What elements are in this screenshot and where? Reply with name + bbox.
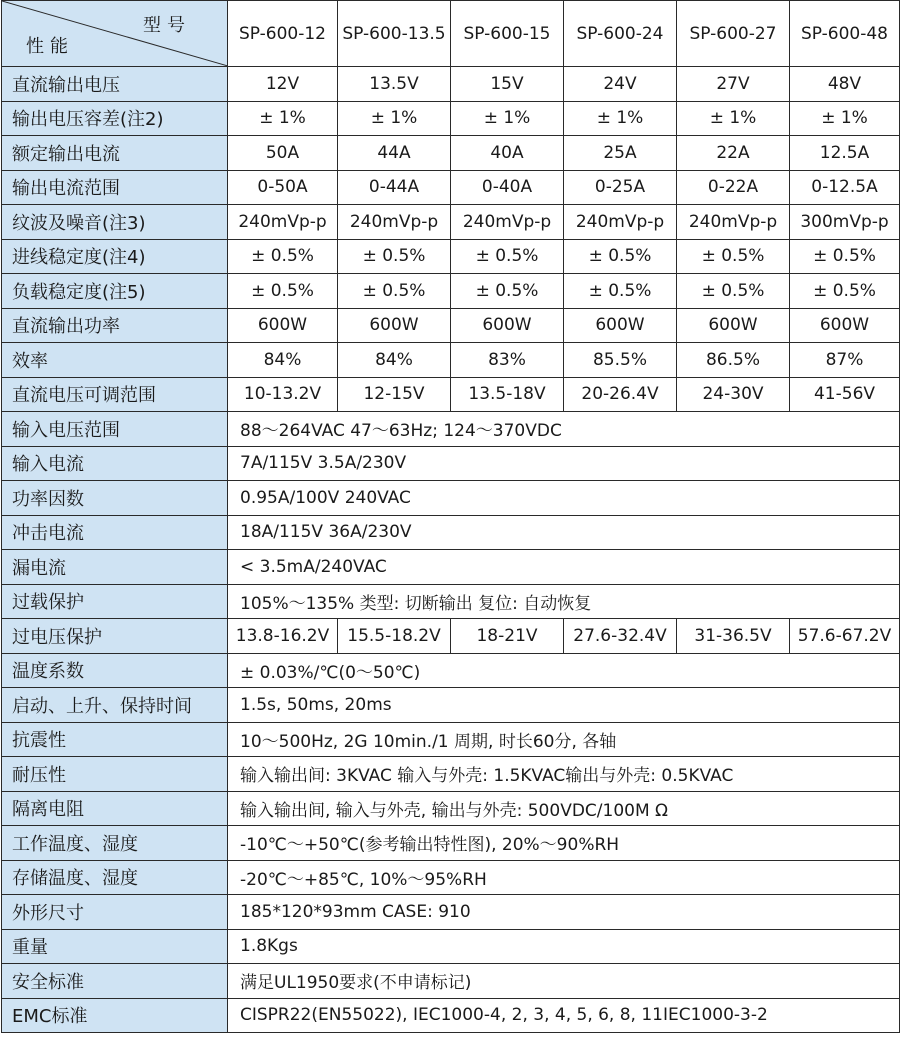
spec-value: 22A (677, 136, 790, 171)
spec-label: 效率 (2, 343, 228, 378)
spec-value: 600W (338, 308, 451, 343)
spec-value: ± 0.5% (338, 274, 451, 309)
spec-row (2, 205, 900, 240)
spec-label: 漏电流 (2, 550, 228, 585)
spec-label: 纹波及噪音(注3) (2, 205, 228, 240)
header-row (2, 1, 900, 67)
spec-value: 24-30V (677, 377, 790, 412)
spec-value: 31-36.5V (677, 619, 790, 654)
spec-value: ± 1% (564, 101, 677, 136)
spec-value: 18-21V (451, 619, 564, 654)
spec-label: 输出电压容差(注2) (2, 101, 228, 136)
spec-row (2, 757, 900, 792)
spec-value: 50A (228, 136, 338, 171)
spec-label: 外形尺寸 (2, 895, 228, 930)
spec-value-merged: -10℃～+50℃(参考输出特性图), 20%～90%RH (228, 826, 900, 861)
model-header: SP-600-15 (451, 1, 564, 67)
spec-value-merged: 0.95A/100V 240VAC (228, 481, 900, 516)
spec-value-merged: 满足UL1950要求(不申请标记) (228, 964, 900, 999)
model-header: SP-600-13.5 (338, 1, 451, 67)
spec-value: 600W (677, 308, 790, 343)
spec-label: 安全标准 (2, 964, 228, 999)
spec-value: 84% (228, 343, 338, 378)
spec-value: 13.8-16.2V (228, 619, 338, 654)
spec-value: 240mVp-p (228, 205, 338, 240)
spec-value: 0-40A (451, 170, 564, 205)
corner-header-cell (2, 1, 228, 67)
spec-value: ± 0.5% (790, 239, 900, 274)
spec-label: 存储温度、湿度 (2, 860, 228, 895)
spec-label: 启动、上升、保持时间 (2, 688, 228, 723)
spec-value: 87% (790, 343, 900, 378)
spec-value: 300mVp-p (790, 205, 900, 240)
spec-value-merged: 185*120*93mm CASE: 910 (228, 895, 900, 930)
spec-row (2, 860, 900, 895)
spec-value: 25A (564, 136, 677, 171)
spec-value: ± 1% (228, 101, 338, 136)
spec-value: 85.5% (564, 343, 677, 378)
spec-label: 输入电流 (2, 446, 228, 481)
spec-label: 直流电压可调范围 (2, 377, 228, 412)
spec-row (2, 308, 900, 343)
spec-value: 0-22A (677, 170, 790, 205)
spec-label: EMC标准 (2, 998, 228, 1033)
spec-row (2, 170, 900, 205)
spec-label: 温度系数 (2, 653, 228, 688)
spec-value-merged: < 3.5mA/240VAC (228, 550, 900, 585)
spec-value: ± 0.5% (228, 239, 338, 274)
spec-value-merged: 88～264VAC 47～63Hz; 124～370VDC (228, 412, 900, 447)
spec-label: 输出电流范围 (2, 170, 228, 205)
spec-value: ± 0.5% (790, 274, 900, 309)
spec-value: 0-12.5A (790, 170, 900, 205)
spec-value: ± 0.5% (451, 274, 564, 309)
spec-value: 240mVp-p (338, 205, 451, 240)
spec-row (2, 895, 900, 930)
spec-value: 600W (564, 308, 677, 343)
spec-value: 0-44A (338, 170, 451, 205)
spec-label: 工作温度、湿度 (2, 826, 228, 861)
spec-row (2, 412, 900, 447)
spec-value: 57.6-67.2V (790, 619, 900, 654)
spec-row (2, 101, 900, 136)
spec-label: 冲击电流 (2, 515, 228, 550)
spec-label: 额定输出电流 (2, 136, 228, 171)
spec-value: 12.5A (790, 136, 900, 171)
spec-value: 40A (451, 136, 564, 171)
performance-heading: 性能 (26, 36, 74, 57)
spec-row (2, 481, 900, 516)
spec-value: ± 1% (790, 101, 900, 136)
spec-value-merged: 1.5s, 50ms, 20ms (228, 688, 900, 723)
spec-value: 15.5-18.2V (338, 619, 451, 654)
spec-value-merged: -20℃～+85℃, 10%～95%RH (228, 860, 900, 895)
spec-value: ± 0.5% (228, 274, 338, 309)
spec-value-merged: 7A/115V 3.5A/230V (228, 446, 900, 481)
spec-value: ± 1% (451, 101, 564, 136)
spec-label: 过电压保护 (2, 619, 228, 654)
spec-value-merged: 18A/115V 36A/230V (228, 515, 900, 550)
spec-value: ± 0.5% (677, 274, 790, 309)
spec-value: ± 0.5% (451, 239, 564, 274)
spec-value: 27.6-32.4V (564, 619, 677, 654)
spec-label: 过载保护 (2, 584, 228, 619)
spec-row (2, 998, 900, 1033)
spec-row (2, 377, 900, 412)
spec-row (2, 826, 900, 861)
spec-value: 600W (790, 308, 900, 343)
spec-row (2, 619, 900, 654)
spec-value: ± 1% (677, 101, 790, 136)
spec-row (2, 343, 900, 378)
spec-value: 600W (451, 308, 564, 343)
spec-value: 0-50A (228, 170, 338, 205)
spec-value: 83% (451, 343, 564, 378)
spec-value: 84% (338, 343, 451, 378)
spec-value: 20-26.4V (564, 377, 677, 412)
model-header: SP-600-24 (564, 1, 677, 67)
spec-value: 240mVp-p (677, 205, 790, 240)
spec-row (2, 550, 900, 585)
spec-row (2, 136, 900, 171)
spec-value: ± 1% (338, 101, 451, 136)
spec-row (2, 929, 900, 964)
spec-row (2, 964, 900, 999)
spec-value: 24V (564, 67, 677, 102)
spec-value: 12V (228, 67, 338, 102)
model-header: SP-600-48 (790, 1, 900, 67)
spec-label: 输入电压范围 (2, 412, 228, 447)
spec-label: 直流输出电压 (2, 67, 228, 102)
spec-value: 12-15V (338, 377, 451, 412)
spec-row (2, 274, 900, 309)
spec-value: 10-13.2V (228, 377, 338, 412)
spec-label: 负载稳定度(注5) (2, 274, 228, 309)
spec-value-merged: ± 0.03%/℃(0～50℃) (228, 653, 900, 688)
spec-value: 41-56V (790, 377, 900, 412)
spec-row (2, 653, 900, 688)
spec-value-merged: 输入输出间, 输入与外壳, 输出与外壳: 500VDC/100M Ω (228, 791, 900, 826)
spec-value: ± 0.5% (677, 239, 790, 274)
spec-table (1, 0, 900, 1033)
model-heading: 型号 (143, 15, 191, 36)
spec-value-merged: CISPR22(EN55022), IEC1000-4, 2, 3, 4, 5, 6, 8, 11IEC1000-3-2 (228, 998, 900, 1033)
spec-label: 重量 (2, 929, 228, 964)
spec-label: 隔离电阻 (2, 791, 228, 826)
spec-value-merged: 输入输出间: 3KVAC 输入与外壳: 1.5KVAC输出与外壳: 0.5KVAC (228, 757, 900, 792)
spec-value: 48V (790, 67, 900, 102)
spec-row (2, 446, 900, 481)
spec-label: 耐压性 (2, 757, 228, 792)
spec-value: ± 0.5% (564, 274, 677, 309)
spec-value: 240mVp-p (564, 205, 677, 240)
spec-row (2, 239, 900, 274)
spec-value: ± 0.5% (564, 239, 677, 274)
spec-row (2, 67, 900, 102)
spec-value-merged: 1.8Kgs (228, 929, 900, 964)
spec-row (2, 584, 900, 619)
spec-row (2, 722, 900, 757)
spec-label: 进线稳定度(注4) (2, 239, 228, 274)
spec-value: 13.5V (338, 67, 451, 102)
spec-label: 功率因数 (2, 481, 228, 516)
spec-row (2, 515, 900, 550)
model-header: SP-600-12 (228, 1, 338, 67)
spec-value: 15V (451, 67, 564, 102)
spec-row (2, 791, 900, 826)
spec-value: 86.5% (677, 343, 790, 378)
spec-rows (2, 67, 900, 1033)
model-header: SP-600-27 (677, 1, 790, 67)
spec-label: 抗震性 (2, 722, 228, 757)
spec-value: 44A (338, 136, 451, 171)
spec-value: 240mVp-p (451, 205, 564, 240)
spec-value: 600W (228, 308, 338, 343)
spec-value: ± 0.5% (338, 239, 451, 274)
spec-row (2, 688, 900, 723)
spec-value: 0-25A (564, 170, 677, 205)
spec-label: 直流输出功率 (2, 308, 228, 343)
spec-value-merged: 105%～135% 类型: 切断输出 复位: 自动恢复 (228, 584, 900, 619)
spec-value: 13.5-18V (451, 377, 564, 412)
spec-value-merged: 10～500Hz, 2G 10min./1 周期, 时长60分, 各轴 (228, 722, 900, 757)
spec-value: 27V (677, 67, 790, 102)
